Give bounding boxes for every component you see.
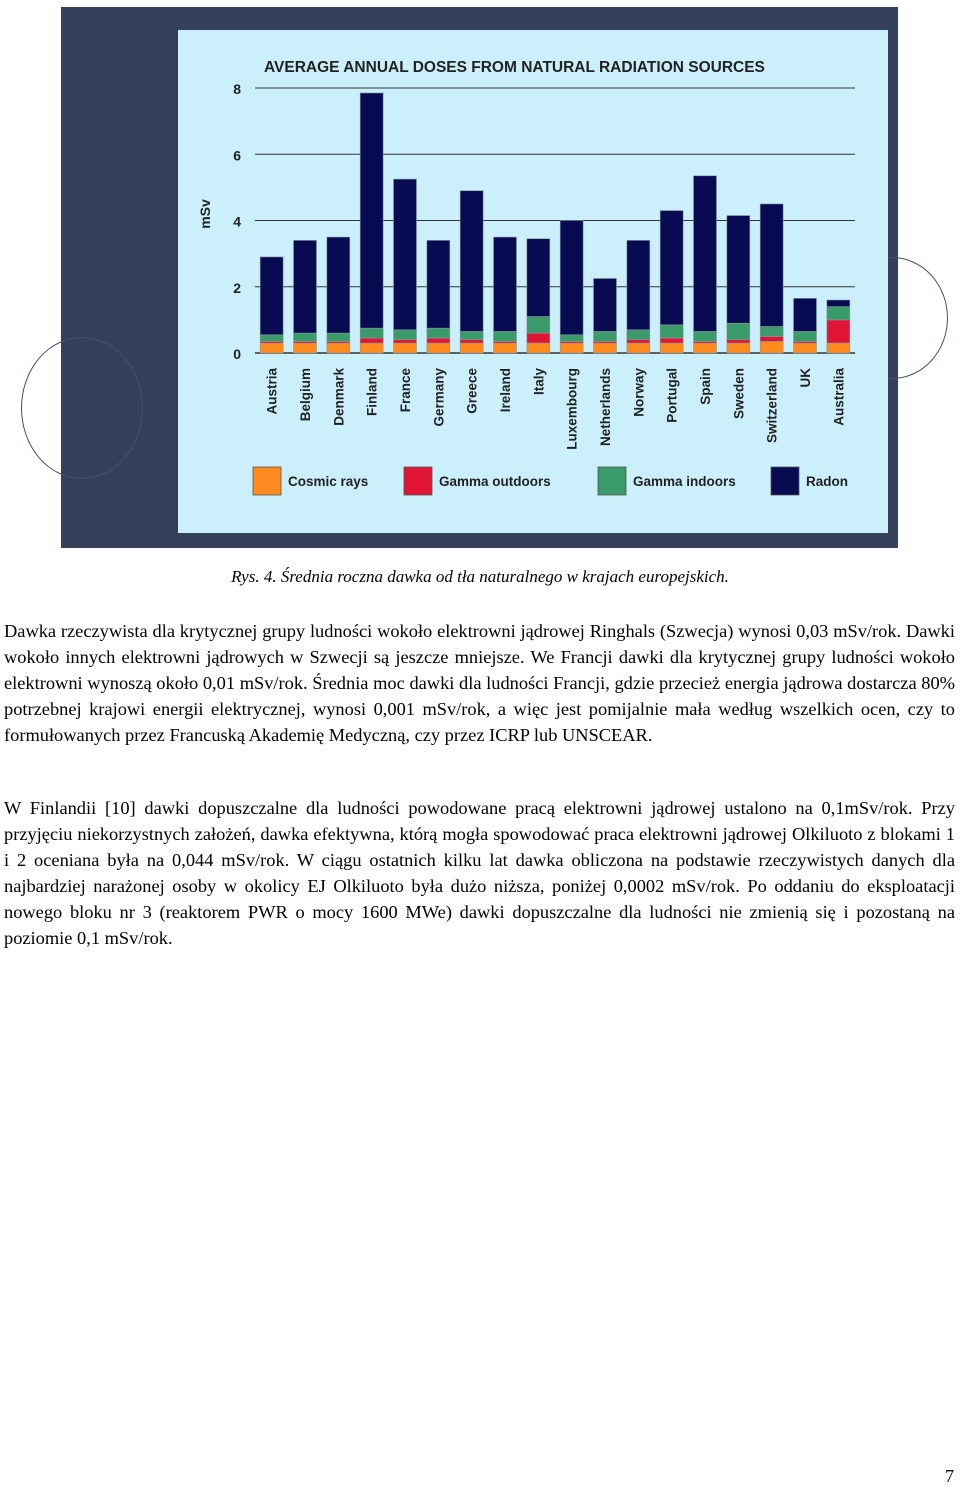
bar-segment	[827, 343, 850, 353]
x-tick-label: Denmark	[331, 368, 347, 426]
bar-segment	[694, 343, 717, 353]
legend-label: Gamma outdoors	[439, 474, 551, 489]
bar-segment	[760, 336, 783, 341]
bar-segment	[460, 331, 483, 339]
chart-title: AVERAGE ANNUAL DOSES FROM NATURAL RADIATION SOURCES	[264, 59, 765, 76]
bar-segment	[660, 338, 683, 343]
bar-segment	[794, 298, 817, 331]
bar-segment	[360, 338, 383, 343]
x-tick-label: Switzerland	[764, 368, 780, 444]
bar-segment	[394, 179, 417, 330]
bar-segment	[727, 340, 750, 343]
x-tick-label: Luxembourg	[564, 368, 580, 450]
bar-segment	[327, 237, 350, 333]
bar-segment	[327, 343, 350, 353]
bar-segment	[527, 239, 550, 317]
bar-segment	[794, 343, 817, 353]
bar-segment	[660, 343, 683, 353]
bar-segment	[560, 343, 583, 353]
y-tick-label: 4	[233, 213, 241, 230]
x-tick-label: UK	[798, 368, 813, 388]
bar-segment	[794, 331, 817, 341]
legend-swatch	[253, 467, 281, 495]
y-axis-label: mSv	[197, 199, 213, 229]
radiation-dose-chart	[178, 30, 888, 533]
bar-segment	[660, 211, 683, 325]
legend-swatch	[404, 467, 432, 495]
bar-segment	[360, 328, 383, 338]
x-tick-label: France	[398, 368, 413, 413]
bar-segment	[594, 343, 617, 353]
y-tick-label: 8	[233, 81, 241, 97]
bar-segment	[260, 335, 283, 342]
bar-segment	[727, 343, 750, 353]
x-tick-label: Italy	[531, 368, 547, 396]
bar-segment	[660, 325, 683, 338]
y-tick-label: 2	[233, 279, 241, 296]
bar-segment	[394, 330, 417, 340]
bar-segment	[594, 331, 617, 341]
bar-segment	[360, 343, 383, 353]
bar-segment	[760, 341, 783, 353]
y-tick-label: 0	[233, 346, 241, 362]
bar-segment	[427, 343, 450, 353]
bar-segment	[294, 333, 317, 341]
bar-segment	[494, 237, 517, 331]
bar-segment	[527, 317, 550, 334]
x-tick-label: Ireland	[498, 368, 513, 413]
legend-label: Gamma indoors	[633, 474, 736, 489]
bar-segment	[527, 343, 550, 353]
bar-segment	[627, 340, 650, 343]
bar-segment	[827, 300, 850, 307]
x-tick-label: Portugal	[664, 368, 680, 423]
bar-segment	[627, 240, 650, 329]
x-tick-label: Sweden	[731, 368, 747, 420]
bar-segment	[394, 343, 417, 353]
bar-segment	[360, 93, 383, 328]
page-number: 7	[945, 1466, 954, 1486]
bar-segment	[594, 278, 617, 331]
bar-segment	[294, 240, 317, 333]
bar-segment	[760, 204, 783, 327]
paragraph-1: Dawka rzeczywista dla krytycznej grupy ludności wokoło elektrowni jądrowej Ringhals (Szwecja) wynosi 0,03 mSv/rok. Dawki wokoło innych elektrowni jądrowych w Szwecji są jeszcze mniejsze. We Francji dawki dla krytycznej grupy ludności wokoło elektrowni wynoszą około 0,01 mSv/rok. Średnia moc dawki dla ludności Francji, gdzie przecież energia jądrowa dostarcza 80% potrzebnej krajowi energii elektrycznej, wynosi 0,001 mSv/rok, a więc jest pomijalnie mała według wszelkich ocen, czy to formułowanych przez Francuską Akademię Medyczną, czy przez ICRP lub UNSCEAR.	[4, 621, 955, 745]
bar-segment	[560, 335, 583, 342]
x-tick-label: Norway	[631, 368, 647, 417]
bar-segment	[427, 328, 450, 338]
bar-segment	[627, 330, 650, 340]
bar-segment	[494, 343, 517, 353]
bar-segment	[460, 343, 483, 353]
bar-segment	[427, 338, 450, 343]
legend-swatch	[598, 467, 626, 495]
x-tick-label: Belgium	[298, 368, 313, 422]
bar-segment	[560, 221, 583, 335]
x-tick-label: Australia	[831, 368, 847, 426]
x-tick-label: Spain	[698, 368, 713, 405]
bar-segment	[760, 327, 783, 337]
background-decoration	[21, 337, 143, 479]
x-tick-label: Germany	[431, 368, 447, 427]
bar-segment	[827, 320, 850, 343]
bar-segment	[394, 340, 417, 343]
figure-frame	[61, 7, 898, 548]
x-tick-label: Austria	[264, 368, 280, 415]
bar-segment	[327, 333, 350, 341]
x-tick-label: Greece	[464, 368, 480, 414]
bar-segment	[460, 340, 483, 343]
bar-segment	[694, 176, 717, 332]
paragraph-2: W Finlandii [10] dawki dopuszczalne dla ludności powodowane pracą elektrowni jądrowej ustalono na 0,1mSv/rok. Przy przyjęciu niekorzystnych założeń, dawka efektywna, którą mogła spowodować praca elektrowni jądrowej Olkiluoto z blokami 1 i 2 oceniana była na 0,044 mSv/rok. W ciągu ostatnich kilku lat dawka obliczona na podstawie rzeczywistych danych dla najbardziej narażonej osoby w okolicy EJ Olkiluoto była dużo niższa, poniżej 0,0002 mSv/rok. Po oddaniu do eksploatacji nowego bloku nr 3 (reaktorem PWR o mocy 1600 MWe) dawki dopuszczalne dla ludności nie zmienią się i pozostaną na poziomie 0,1 mSv/rok.	[4, 798, 955, 948]
bar-segment	[260, 343, 283, 353]
bar-segment	[627, 343, 650, 353]
bar-segment	[727, 216, 750, 324]
y-tick-label: 6	[233, 147, 241, 164]
bar-segment	[694, 331, 717, 341]
chart-panel	[178, 30, 888, 533]
x-tick-label: Netherlands	[598, 368, 613, 447]
legend-swatch	[771, 467, 799, 495]
bar-segment	[294, 343, 317, 353]
bar-segment	[260, 257, 283, 335]
bar-segment	[494, 331, 517, 341]
bar-segment	[527, 333, 550, 343]
bar-segment	[727, 323, 750, 340]
legend-label: Radon	[806, 474, 848, 489]
bar-segment	[827, 307, 850, 320]
bar-segment	[427, 240, 450, 328]
figure-caption: Rys. 4. Średnia roczna dawka od tła naturalnego w krajach europejskich.	[231, 567, 729, 586]
bar-segment	[460, 191, 483, 332]
x-tick-label: Finland	[364, 368, 380, 416]
legend-label: Cosmic rays	[288, 474, 369, 489]
